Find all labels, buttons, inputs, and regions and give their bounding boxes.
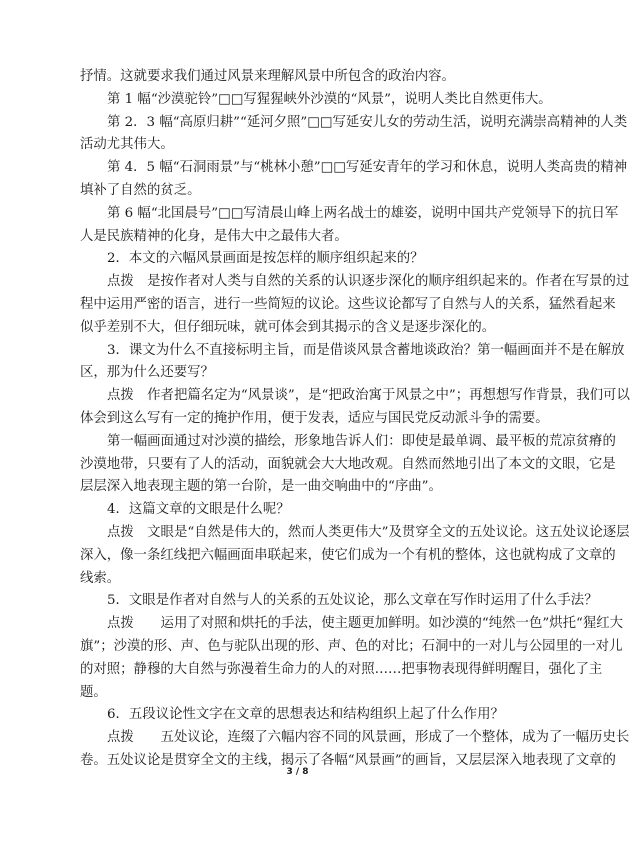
text-line: 5．文眼是作者对自然与人的关系的五处议论，那么文章在写作时运用了什么手法？ bbox=[107, 593, 598, 609]
text-line: 沙漠地带，只要有了人的活动，面貌就会大大地改观。自然而然地引出了本文的文眼，它是 bbox=[80, 456, 616, 472]
text-line: 4．这篇文章的文眼是什么呢？ bbox=[107, 502, 290, 518]
text-line: 3．课文为什么不直接标明主旨，而是借谈风景含蓄地谈政治？第一幅画面并不是在解放 bbox=[107, 342, 625, 358]
text-line: 第 2．3 幅“高原归耕”“延河夕照”□□写延安儿女的劳动生活，说明充满崇高精神的人类 bbox=[107, 114, 628, 130]
text-line: 似乎差别不大，但仔细玩味，就可体会到其揭示的含义是逐步深化的。 bbox=[80, 319, 496, 335]
text-line: 点拨 是按作者对人类与自然的关系的认识逐步深化的顺序组织起来的。作者在写景的过 bbox=[107, 274, 630, 290]
text-line: 第一幅画面通过对沙漠的描绘，形象地告诉人们：即使是最单调、最平板的荒凉贫瘠的 bbox=[107, 433, 616, 449]
text-line: 第 6 幅“北国晨号”□□写清晨山峰上两名战士的雄姿，说明中国共产党领导下的抗日军 bbox=[107, 205, 619, 221]
text-line: 旗”；沙漠的形、声、色与驼队出现的形、声、色的对比；石洞中的一对儿与公园里的一对儿 bbox=[80, 638, 623, 654]
text-line: 点拨 运用了对照和烘托的手法，使主题更加鲜明。如沙漠的“纯然一色”烘托“猩红大 bbox=[107, 616, 623, 632]
text-line: 活动尤其伟大。 bbox=[80, 137, 174, 153]
text-line: 层层深入地表现主题的第一台阶，是一曲交响曲中的“序曲”。 bbox=[80, 479, 442, 495]
text-line: 人是民族精神的化身，是伟大中之最伟大者。 bbox=[80, 228, 348, 244]
text-line: 线索。 bbox=[80, 570, 121, 586]
text-line: 卷。五处议论是贯穿全文的主线，揭示了各幅“风景画”的画旨，又层层深入地表现了文章的 bbox=[80, 752, 616, 768]
text-line: 2．本文的六幅风景画面是按怎样的顺序组织起来的？ bbox=[107, 251, 424, 267]
text-line: 的对照；静穆的大自然与弥漫着生命力的人的对照……把事物表现得鲜明醒目，强化了主 bbox=[80, 661, 603, 677]
text-line: 第 1 幅“沙漠驼铃”□□写猩猩峡外沙漠的“风景”，说明人类比自然更伟大。 bbox=[107, 91, 552, 107]
text-line: 体会到这么写有一定的掩护作用，便于发表，适应与国民党反动派斗争的需要。 bbox=[80, 410, 549, 426]
text-line: 区，那为什么还要写？ bbox=[80, 365, 214, 381]
text-line: 程中运用严密的语言，进行一些简短的议论。这些议论都写了自然与人的关系，猛然看起来 bbox=[80, 296, 616, 312]
text-line: 点拨 作者把篇名定为“风景谈”，是“把政治寓于风景之中”；再想想写作背景，我们可以 bbox=[107, 388, 630, 404]
page-number: 3 / 8 bbox=[286, 767, 309, 777]
text-line: 第 4．5 幅“石洞雨景”与“桃林小憩”□□写延安青年的学习和休息，说明人类高贵的精神 bbox=[107, 160, 628, 176]
document-body bbox=[80, 66, 630, 773]
text-line: 6．五段议论性文字在文章的思想表达和结构组织上起了什么作用？ bbox=[107, 707, 504, 723]
text-line: 点拨 五处议论，连缀了六幅内容不同的风景画，形成了一个整体，成为了一幅历史长 bbox=[107, 730, 630, 746]
text-line: 填补了自然的贫乏。 bbox=[80, 182, 201, 198]
text-line: 深入，像一条红线把六幅画面串联起来，使它们成为一个有机的整体，这也就构成了文章的 bbox=[80, 547, 616, 563]
text-line: 抒情。这就要求我们通过风景来理解风景中所包含的政治内容。 bbox=[80, 69, 455, 84]
text-line: 点拨 文眼是“自然是伟大的，然而人类更伟大”及贯穿全文的五处议论。这五处议论逐层 bbox=[107, 524, 630, 540]
text-line: 题。 bbox=[80, 684, 107, 700]
